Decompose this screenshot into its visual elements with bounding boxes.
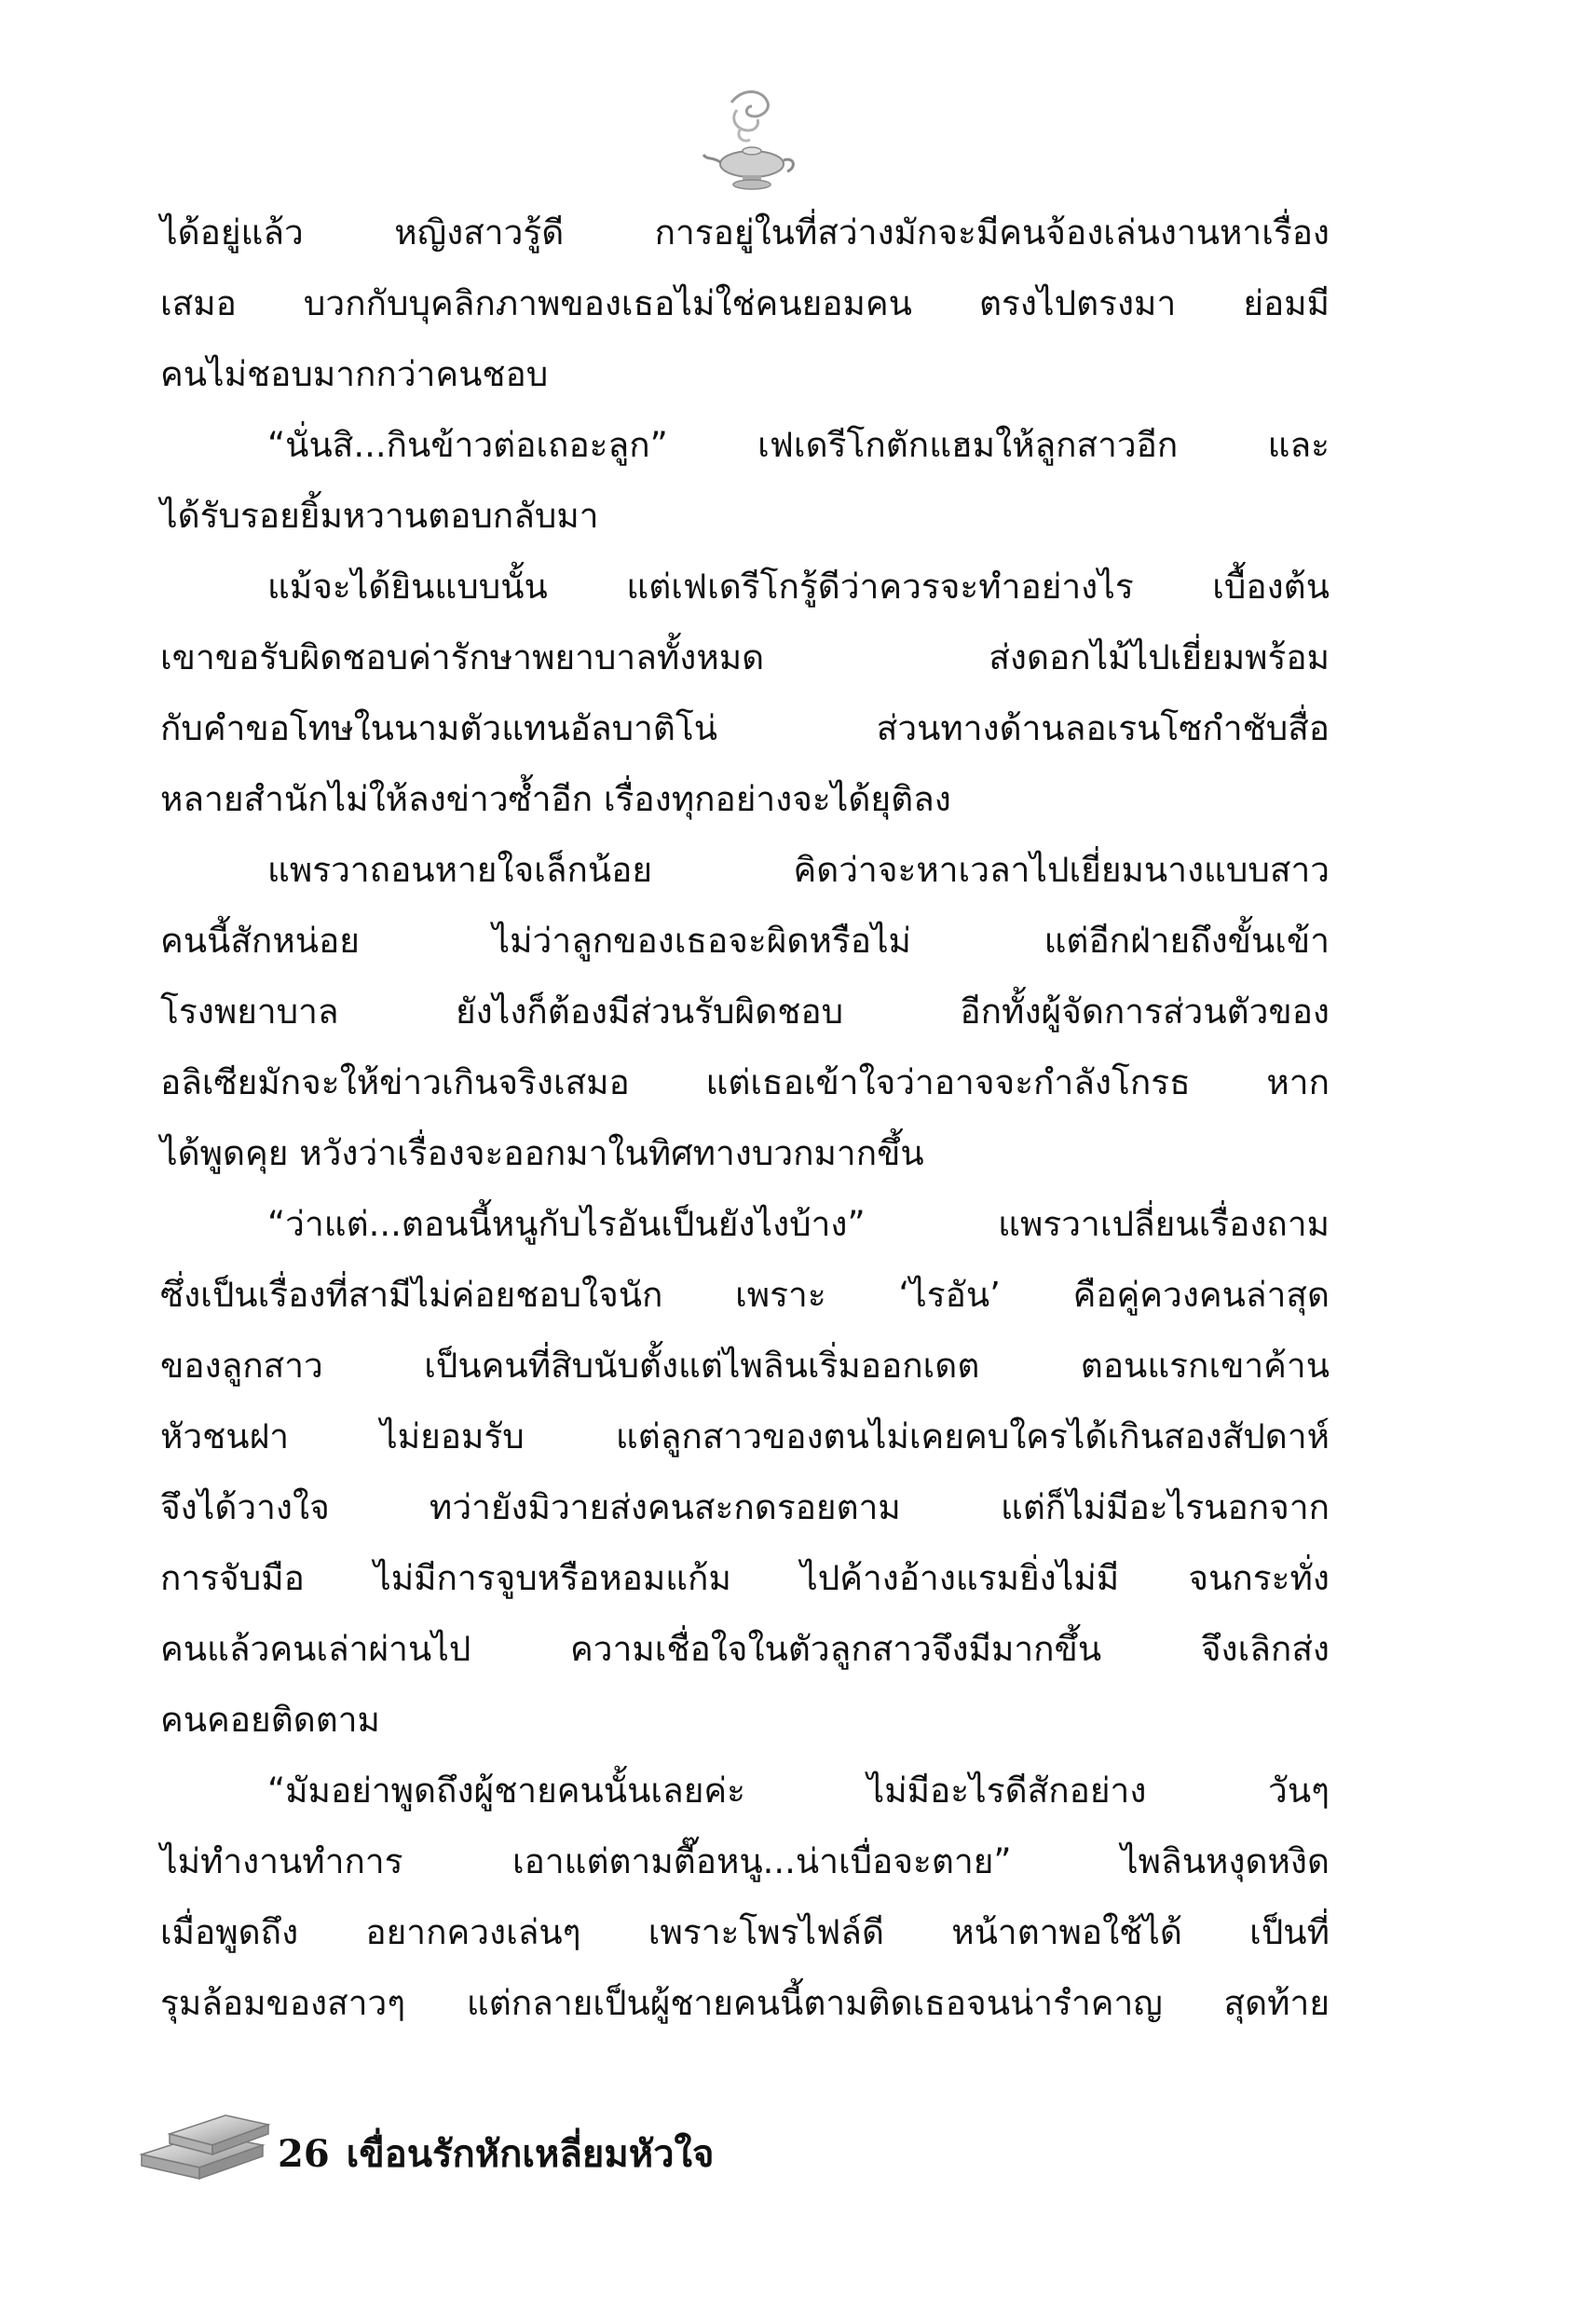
silver-bars-icon bbox=[132, 2097, 277, 2185]
text-line: คนแล้วคนเล่าผ่านไป ความเชื่อใจในตัวลูกสาวจึงมีมากขึ้น จึงเลิกส่ง bbox=[160, 1629, 1330, 1669]
text-line: คนไม่ชอบมากกว่าคนชอบ bbox=[160, 354, 549, 394]
page-number: 26 bbox=[278, 2132, 330, 2176]
genie-lamp-icon bbox=[694, 82, 806, 194]
text-line: เขาขอรับผิดชอบค่ารักษาพยาบาลทั้งหมด ส่งดอกไม้ไปเยี่ยมพร้อม bbox=[160, 637, 1330, 677]
text-line: คนนี้สักหน่อย ไม่ว่าลูกของเธอจะผิดหรือไม่ แต่อีกฝ่ายถึงขั้นเข้า bbox=[160, 921, 1330, 961]
page-footer bbox=[278, 2132, 715, 2177]
text-line: การจับมือ ไม่มีการจูบหรือหอมแก้ม ไปค้างอ้างแรมยิ่งไม่มี จนกระทั่ง bbox=[160, 1558, 1330, 1598]
book-title: เขื่อนรักหักเหลี่ยมหัวใจ bbox=[346, 2132, 715, 2176]
text-line: ได้อยู่แล้ว หญิงสาวรู้ดี การอยู่ในที่สว่างมักจะมีคนจ้องเล่นงานหาเรื่อง bbox=[160, 212, 1330, 253]
text-line: ไม่ทำงานทำการ เอาแต่ตามตื๊อหนู...น่าเบื่อจะตาย” ไพลินหงุดหงิด bbox=[160, 1841, 1330, 1881]
text-line: แม้จะได้ยินแบบนั้น แต่เฟเดรีโกรู้ดีว่าควรจะทำอย่างไร เบื้องต้น bbox=[267, 567, 1330, 607]
text-line: รุมล้อมของสาวๆ แต่กลายเป็นผู้ชายคนนี้ตามติดเธอจนน่ารำคาญ สุดท้าย bbox=[160, 1983, 1330, 2023]
text-line: หลายสำนักไม่ให้ลงข่าวซ้ำอีก เรื่องทุกอย่างจะได้ยุติลง bbox=[160, 779, 951, 819]
text-line: ของลูกสาว เป็นคนที่สิบนับตั้งแต่ไพลินเริ่มออกเดต ตอนแรกเขาค้าน bbox=[160, 1346, 1330, 1386]
text-line: เมื่อพูดถึง อยากควงเล่นๆ เพราะโพรไฟล์ดี หน้าตาพอใช้ได้ เป็นที่ bbox=[160, 1912, 1330, 1952]
text-line: ได้พูดคุย หวังว่าเรื่องจะออกมาในทิศทางบวกมากขึ้น bbox=[160, 1133, 924, 1173]
text-line: คนคอยติดตาม bbox=[160, 1700, 380, 1740]
text-line: โรงพยาบาล ยังไงก็ต้องมีส่วนรับผิดชอบ อีกทั้งผู้จัดการส่วนตัวของ bbox=[160, 991, 1330, 1032]
text-line: “มัมอย่าพูดถึงผู้ชายคนนั้นเลยค่ะ ไม่มีอะไรดีสักอย่าง วันๆ bbox=[267, 1771, 1330, 1811]
text-line: แพรวาถอนหายใจเล็กน้อย คิดว่าจะหาเวลาไปเยี่ยมนางแบบสาว bbox=[267, 850, 1330, 890]
text-line: ซึ่งเป็นเรื่องที่สามีไม่ค่อยชอบใจนัก เพราะ ‘ไรอัน’ คือคู่ควงคนล่าสุด bbox=[160, 1275, 1330, 1315]
text-line: เสมอ บวกกับบุคลิกภาพของเธอไม่ใช่คนยอมคน ตรงไปตรงมา ย่อมมี bbox=[160, 283, 1330, 323]
text-line: จึงได้วางใจ ทว่ายังมิวายส่งคนสะกดรอยตาม แต่ก็ไม่มีอะไรนอกจาก bbox=[160, 1487, 1330, 1527]
text-line: หัวชนฝา ไม่ยอมรับ แต่ลูกสาวของตนไม่เคยคบใครได้เกินสองสัปดาห์ bbox=[160, 1416, 1330, 1456]
body-text bbox=[160, 198, 1330, 2039]
text-line: อลิเซียมักจะให้ข่าวเกินจริงเสมอ แต่เธอเข้าใจว่าอาจจะกำลังโกรธ หาก bbox=[160, 1062, 1330, 1102]
text-line: ได้รับรอยยิ้มหวานตอบกลับมา bbox=[160, 496, 599, 536]
text-line: “ว่าแต่...ตอนนี้หนูกับไรอันเป็นยังไงบ้าง” แพรวาเปลี่ยนเรื่องถาม bbox=[267, 1204, 1330, 1244]
text-line: กับคำขอโทษในนามตัวแทนอัลบาติโน่ ส่วนทางด้านลอเรนโซกำชับสื่อ bbox=[160, 708, 1330, 748]
text-line: “นั่นสิ...กินข้าวต่อเถอะลูก” เฟเดรีโกตักแฮมให้ลูกสาวอีก และ bbox=[267, 425, 1330, 465]
